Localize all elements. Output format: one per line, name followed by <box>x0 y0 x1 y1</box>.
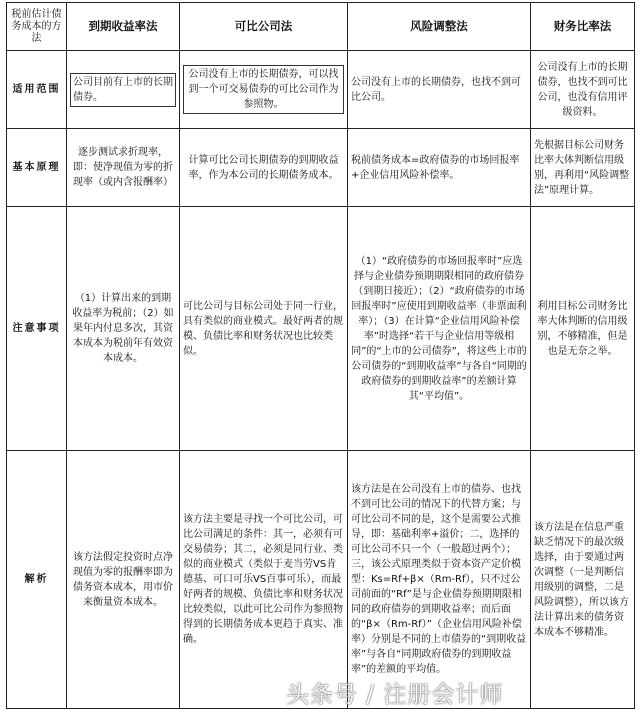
cell-notes-ytm: （1）计算出来的到期收益率为税前；（2）如果年内付息多次，其资本成本为税前年有效资本成本。 <box>67 207 180 451</box>
header-risk-adjustment: 风险调整法 <box>348 3 531 51</box>
table-row <box>7 51 635 129</box>
cell-principle-comparable: 计算可比公司长期债券的到期收益率，作为本公司的长期债务成本。 <box>180 129 348 207</box>
table-row <box>7 207 635 451</box>
header-row <box>7 3 635 51</box>
table-row <box>7 129 635 207</box>
cell-scope-ratio: 公司没有上市的长期债券，也找不到可比公司，也没有信用评级资料。 <box>531 51 635 129</box>
cell-notes-comparable: 可比公司与目标公司处于同一行业，具有类似的商业模式。最好两者的规模、负债比率和财务状况也比较类似。 <box>180 207 348 451</box>
cell-text: 公司目前有上市的长期债券。 <box>70 73 176 107</box>
cell-analysis-risk: 该方法是在公司没有上市的债券、也找不到可比公司的情况下的代替方案；与可比公司不同的是，这个是需要公式推导，即：基础利率+溢价；二，选择的可比公司不只一个（一般超过两个）；三，该公式原理类似于资本资产定价模型：Ks=Rf+β×（Rm-Rf），只不过公司前面的“Rf”是与企业债券预期期限相同的政府债券的到期收益率；而后面的“β×（Rm-Rf）”（企业信用风险补偿率）分别是不同的上市债券的“到期收益率”与各自“同期政府债券的到期收益率”的差额的平均值。 <box>348 451 531 709</box>
cell-scope-ytm <box>67 51 180 129</box>
header-comparable-company: 可比公司法 <box>180 3 348 51</box>
cell-principle-ratio: 先根据目标公司财务比率大体判断信用级别，再利用“风险调整法”原理计算。 <box>531 129 635 207</box>
cell-scope-risk: 公司没有上市的长期债券，也找不到可比公司。 <box>348 51 531 129</box>
row-label-notes: 注意事项 <box>7 207 67 451</box>
cell-principle-ytm: 逐步测试求折现率，即：使净现值为零的折现率（或内含报酬率） <box>67 129 180 207</box>
cell-notes-risk: （1）“政府债券的市场回报率时”应选择与企业债券预期期限相同的政府债券（到期日接近）；（2）“政府债券的市场回报率时”应使用到期收益率（非票面利率）；（3）在计算“企业信用风险补偿率”时选择“若干与企业信用等级相同”的“上市的公司债券”，将这些上市的公司债券的“到期收益率”与各自“同期的政府债券的到期收益率”的差额计算其“平均值”。 <box>348 207 531 451</box>
cell-analysis-ytm: 该方法假定投资时点净现值为零的报酬率即为债务资本成本，用市价来衡量资本成本。 <box>67 451 180 709</box>
cell-notes-ratio: 利用目标公司财务比率大体判断的信用级别，不够精准，但是也是无奈之举。 <box>531 207 635 451</box>
header-yield-to-maturity: 到期收益率法 <box>67 3 180 51</box>
watermark: 头条号 / 注册会计师 <box>286 682 504 708</box>
cost-of-debt-comparison-table <box>6 2 635 709</box>
cell-text: 公司没有上市的长期债券，可以找到一个可交易债券的可比公司作为参照物。 <box>183 65 344 114</box>
cell-analysis-comparable: 该方法主要是寻找一个可比公司，可比公司满足的条件：其一，必须有可交易债券；其二，必须是同行业、类似的商业模式（类似于麦当劳VS肯德基、可口可乐VS百事可乐），而最好两者的规模、负债比率和财务状况比较类似，以此可比公司作为参照物得到的长期债务成本更趋于真实、准确。 <box>180 451 348 709</box>
cell-analysis-ratio: 该方法是在信息严重缺乏情况下的最次级选择，由于要通过两次调整（一是判断信用级别的调整，二是风险调整），所以该方法计算出来的债务资本成本不够精准。 <box>531 451 635 709</box>
cell-scope-comparable <box>180 51 348 129</box>
header-financial-ratio: 财务比率法 <box>531 3 635 51</box>
row-label-principle: 基本原理 <box>7 129 67 207</box>
row-label-scope: 适用范围 <box>7 51 67 129</box>
corner-cell: 税前估计债务成本的方法 <box>7 3 67 51</box>
row-label-analysis: 解析 <box>7 451 67 709</box>
cell-principle-risk: 税前债务成本=政府债券的市场回报率+企业信用风险补偿率。 <box>348 129 531 207</box>
table-row <box>7 451 635 709</box>
